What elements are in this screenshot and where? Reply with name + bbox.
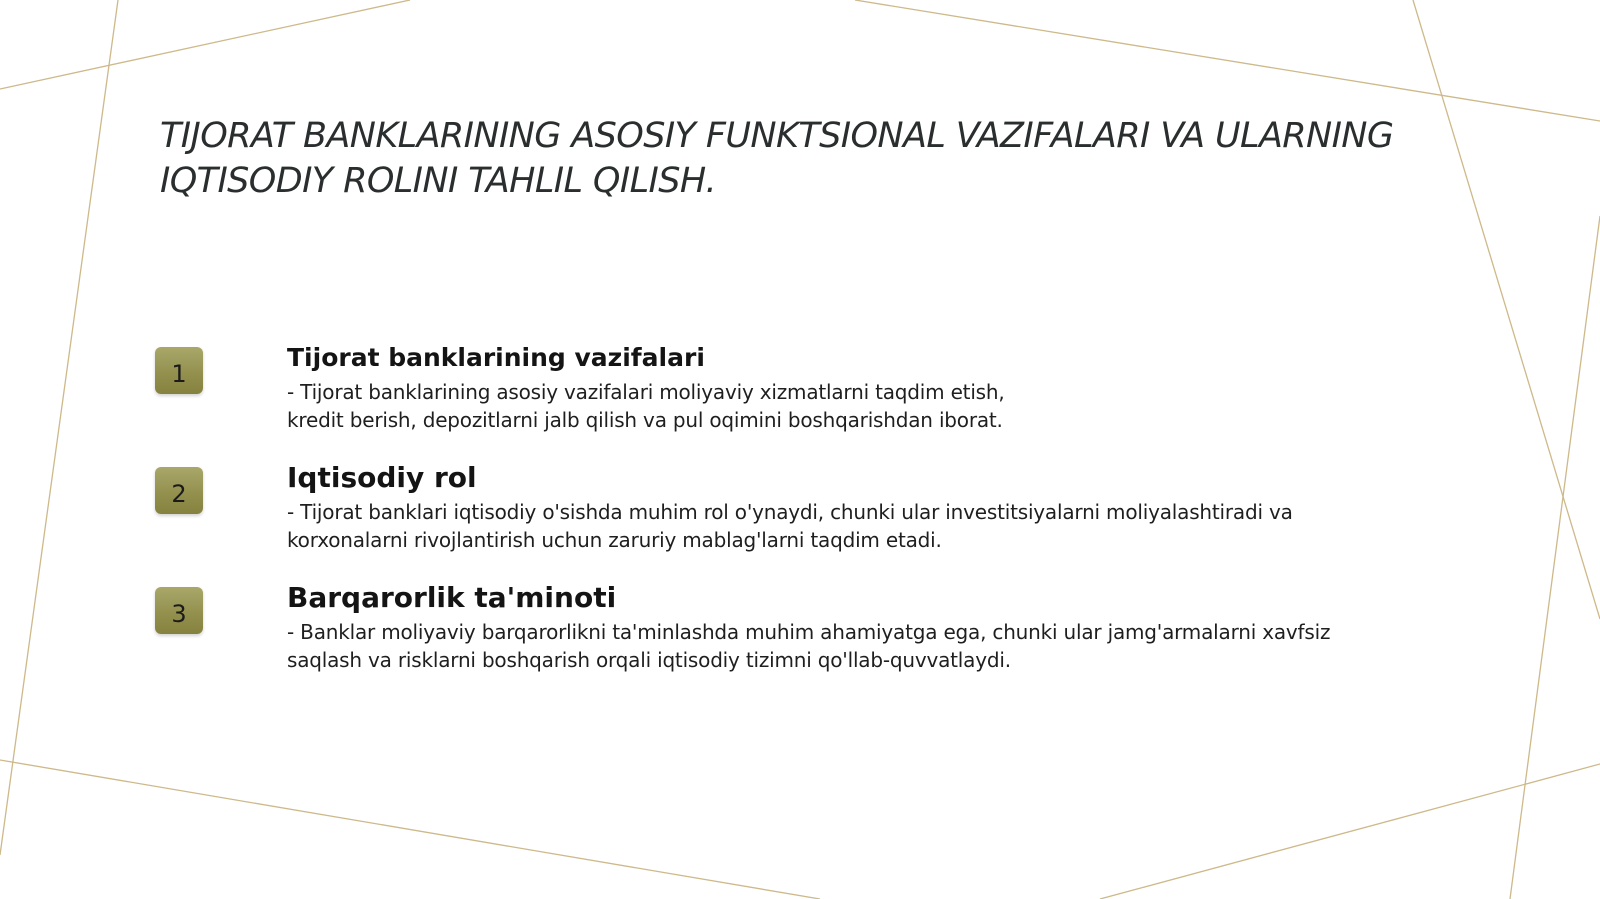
item-heading: Iqtisodiy rol bbox=[287, 461, 477, 494]
number-badge-label: 2 bbox=[171, 479, 187, 508]
item-description: - Tijorat banklari iqtisodiy o'sishda muhim rol o'ynaydi, chunki ular investitsiyalarni moliyalashtiradi va korxonalarni rivojlantirish uchun zaruriy mablag'larni taqdim etadi. bbox=[287, 500, 1293, 552]
number-badge bbox=[155, 467, 203, 514]
number-badge-label: 1 bbox=[171, 359, 187, 388]
item-description: - Tijorat banklarining asosiy vazifalari moliyaviy xizmatlarni taqdim etish, kredit berish, depozitlarni jalb qilish va pul oqimini boshqarishdan iborat. bbox=[287, 380, 1005, 432]
number-badge bbox=[155, 347, 203, 394]
item-heading: Barqarorlik ta'minoti bbox=[287, 581, 617, 614]
item-heading: Tijorat banklarining vazifalari bbox=[287, 343, 705, 372]
number-badge-label: 3 bbox=[171, 599, 187, 628]
slide-title: TIJORAT BANKLARINING ASOSIY FUNKTSIONAL VAZIFALARI VA ULARNING IQTISODIY ROLINI TAHLIL QILISH. bbox=[160, 116, 1394, 201]
number-badge bbox=[155, 587, 203, 634]
item-description: - Banklar moliyaviy barqarorlikni ta'minlashda muhim ahamiyatga ega, chunki ular jamg'armalarni xavfsiz saqlash va risklarni boshqarish orqali iqtisodiy tizimni qo'llab-quvvatlaydi. bbox=[287, 620, 1331, 672]
